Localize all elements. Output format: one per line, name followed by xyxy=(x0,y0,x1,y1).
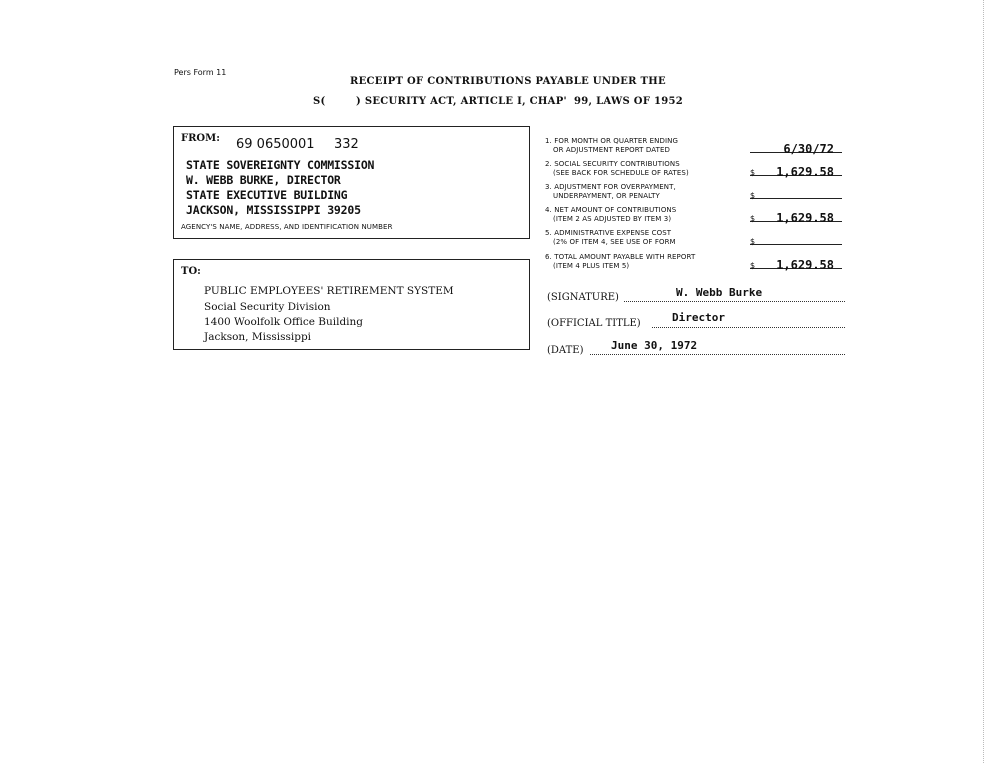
item-2-value-field: $ 1,629.58 xyxy=(750,161,842,176)
agency-line-1: STATE SOVEREIGNTY COMMISSION xyxy=(186,158,375,172)
to-label: TO: xyxy=(181,266,201,277)
agency-id-number: 69 0650001 xyxy=(236,137,315,152)
item-3: 3. ADJUSTMENT FOR OVERPAYMENT, UNDERPAYMENT, OR PENALTY xyxy=(545,183,676,200)
item-4-value: 1,629.58 xyxy=(776,211,834,225)
from-box xyxy=(173,126,530,239)
page-edge-dots xyxy=(982,0,984,763)
from-label: FROM: xyxy=(181,133,220,144)
item-6: 6. TOTAL AMOUNT PAYABLE WITH REPORT (ITEM 4 PLUS ITEM 5) xyxy=(545,253,696,270)
header-line-2-part-2: ) SECURITY ACT, ARTICLE I, CHAP' xyxy=(356,96,567,107)
agency-line-4: JACKSON, MISSISSIPPI 39205 xyxy=(186,203,361,217)
official-title-value: Director xyxy=(672,311,725,324)
item-5-value xyxy=(834,234,842,248)
item-4: 4. NET AMOUNT OF CONTRIBUTIONS (ITEM 2 AS ADJUSTED BY ITEM 3) xyxy=(545,206,677,223)
agency-line-2: W. WEBB BURKE, DIRECTOR xyxy=(186,173,341,187)
item-1-value-field xyxy=(750,138,842,156)
date-label: (DATE) xyxy=(547,345,584,356)
agency-line-3: STATE EXECUTIVE BUILDING xyxy=(186,188,348,202)
item-1: 1. FOR MONTH OR QUARTER ENDING OR ADJUSTMENT REPORT DATED xyxy=(545,137,679,154)
item-3-value xyxy=(834,188,842,202)
item-5-value-field: $ xyxy=(750,230,842,245)
form-id: Pers Form 11 xyxy=(174,68,227,77)
header-line-2-part-1: S( xyxy=(313,96,326,107)
recipient-line-1: PUBLIC EMPLOYEES' RETIREMENT SYSTEM xyxy=(204,285,454,297)
signature-label: (SIGNATURE) xyxy=(547,292,619,303)
recipient-line-4: Jackson, Mississippi xyxy=(204,331,312,343)
item-1-value: 6/30/72 xyxy=(783,142,834,156)
date-value: June 30, 1972 xyxy=(611,339,698,352)
signature-value: W. Webb Burke xyxy=(676,286,763,299)
official-title-label: (OFFICIAL TITLE) xyxy=(547,318,641,329)
to-box xyxy=(173,259,530,350)
item-4-value-field: $ 1,629.58 xyxy=(750,207,842,222)
item-6-value: 1,629.58 xyxy=(776,258,834,272)
item-2-value: 1,629.58 xyxy=(776,165,834,179)
item-6-value-field: $ 1,629.58 xyxy=(750,254,842,269)
agency-caption: AGENCY'S NAME, ADDRESS, AND IDENTIFICATION NUMBER xyxy=(181,223,393,231)
header-line-1: RECEIPT OF CONTRIBUTIONS PAYABLE UNDER THE xyxy=(350,76,666,87)
item-3-value-field: $ xyxy=(750,184,842,199)
agency-id-suffix: 332 xyxy=(334,137,359,152)
item-5: 5. ADMINISTRATIVE EXPENSE COST (2% OF ITEM 4, SEE USE OF FORM xyxy=(545,229,676,246)
item-2: 2. SOCIAL SECURITY CONTRIBUTIONS (SEE BACK FOR SCHEDULE OF RATES) xyxy=(545,160,689,177)
recipient-line-3: 1400 Woolfolk Office Building xyxy=(204,316,364,328)
header-line-2-part-3: 99, LAWS OF 1952 xyxy=(574,96,684,107)
recipient-line-2: Social Security Division xyxy=(204,301,331,313)
